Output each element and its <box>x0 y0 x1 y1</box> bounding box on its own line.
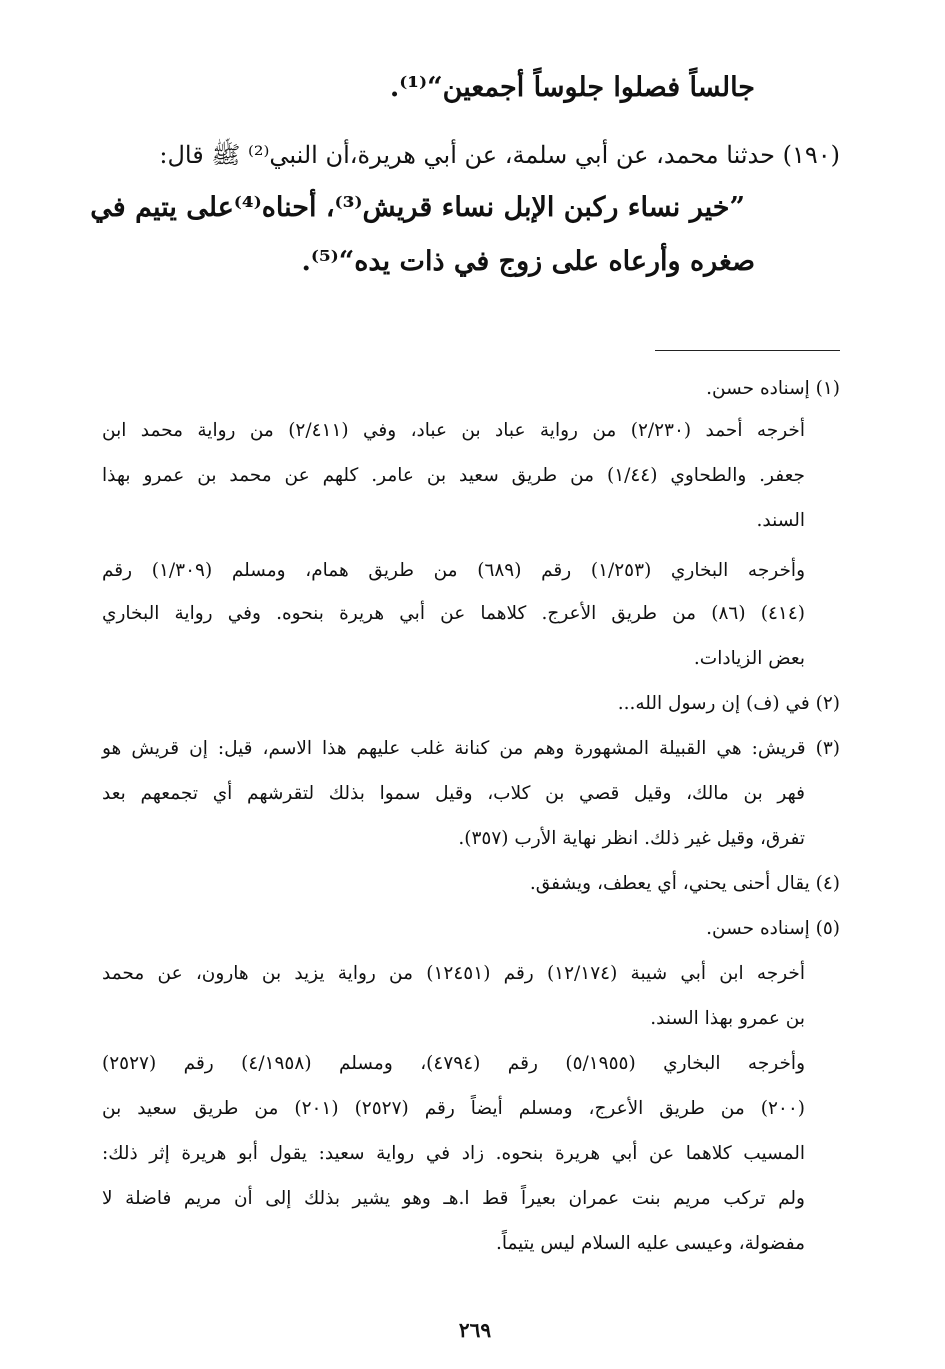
footnote-divider <box>655 350 840 351</box>
footnote-1-line-6: بعض الزيادات. <box>693 648 805 669</box>
footnote-5-line-3: وأخرجه البخاري (٥/١٩٥٥) رقم (٤٧٩٤)، ومسلم (٤/١٩٥٨) رقم (٢٥٢٧) <box>102 1053 806 1074</box>
footnote-3-line-2: فهر بن مالك، وقيل قصي بن كلاب، وقيل سموا بذلك لتقرشهم أي تجمعهم بعد <box>102 783 805 804</box>
footnote-5-line-1: أخرجه ابن أبي شيبة (١٢/١٧٤) رقم (١٢٤٥١) من رواية يزيد بن هارون، عن محمد <box>102 963 806 984</box>
footnote-5-line-5: المسيب كلاهما عن أبي هريرة بنحوه. زاد في رواية سعيد: يقول أبو هريرة إثر ذلك: <box>102 1143 805 1164</box>
footnote-1-line-2: جعفر. والطحاوي (١/٤٤) من طريق سعيد بن عامر. كلهم عن محمد بن عمرو بهذا <box>102 465 805 486</box>
hadith-text-line-2: صغره وأرعاه على زوج في ذات يده“⁽⁵⁾. <box>301 246 755 277</box>
footnote-1-line-5: (٤١٤) (٨٦) من طريق الأعرج. كلاهما عن أبي هريرة بنحوه. وفي رواية البخاري <box>102 603 805 624</box>
footnote-5-title: (٥) إسناده حسن. <box>706 918 840 939</box>
hadith-text-line-1: ”خير نساء ركبن الإبل نساء قريش⁽³⁾، أحناه⁽⁴⁾على يتيم في <box>90 192 745 223</box>
footnote-1-line-3: السند. <box>756 510 805 531</box>
footnote-1-line-1: أخرجه أحمد (٢/٢٣٠) من رواية عباد بن عباد، وفي (٢/٤١١) من رواية محمد ابن <box>102 420 806 441</box>
footnote-5-line-7: مفضولة، وعيسى عليه السلام ليس يتيماً. <box>495 1233 805 1254</box>
footnote-5-line-6: ولم تركب مريم بنت عمران بعيراً قط ا.هـ وهو يشير بذلك إلى أن مريم فاضلة لا <box>102 1188 805 1209</box>
footnote-5-line-2: بن عمرو بهذا السند. <box>650 1008 805 1029</box>
footnote-1-title: (١) إسناده حسن. <box>706 378 840 399</box>
footnote-5-line-4: (٢٠٠) من طريق الأعرج، ومسلم أيضاً رقم (٢٥٢٧) (٢٠١) من طريق سعيد بن <box>102 1098 805 1119</box>
hadith-chain-line: (١٩٠) حدثنا محمد، عن أبي سلمة، عن أبي هريرة،أن النبي⁽²⁾ ﷺ قال: <box>159 141 840 169</box>
page-number: ٢٦٩ <box>458 1318 492 1342</box>
footnote-3-line-1: (٣) قريش: هي القبيلة المشهورة وهم من كنانة غلب عليهم هذا الاسم، قيل: إن قريش هو <box>102 738 840 759</box>
footnote-3-line-3: تفرق، وقيل غير ذلك. انظر نهاية الأرب (٣٥٧). <box>458 828 805 849</box>
footnote-1-line-4: وأخرجه البخاري (١/٢٥٣) رقم (٦٨٩) من طريق همام، ومسلم (١/٣٠٩) رقم <box>102 560 805 581</box>
footnote-2: (٢) في (ف) إن رسول الله... <box>617 693 840 714</box>
main-text-line-1: جالساً فصلوا جلوساً أجمعين“⁽¹⁾. <box>389 72 755 103</box>
footnote-4: (٤) يقال أحنى يحني، أي يعطف، ويشفق. <box>529 873 840 894</box>
